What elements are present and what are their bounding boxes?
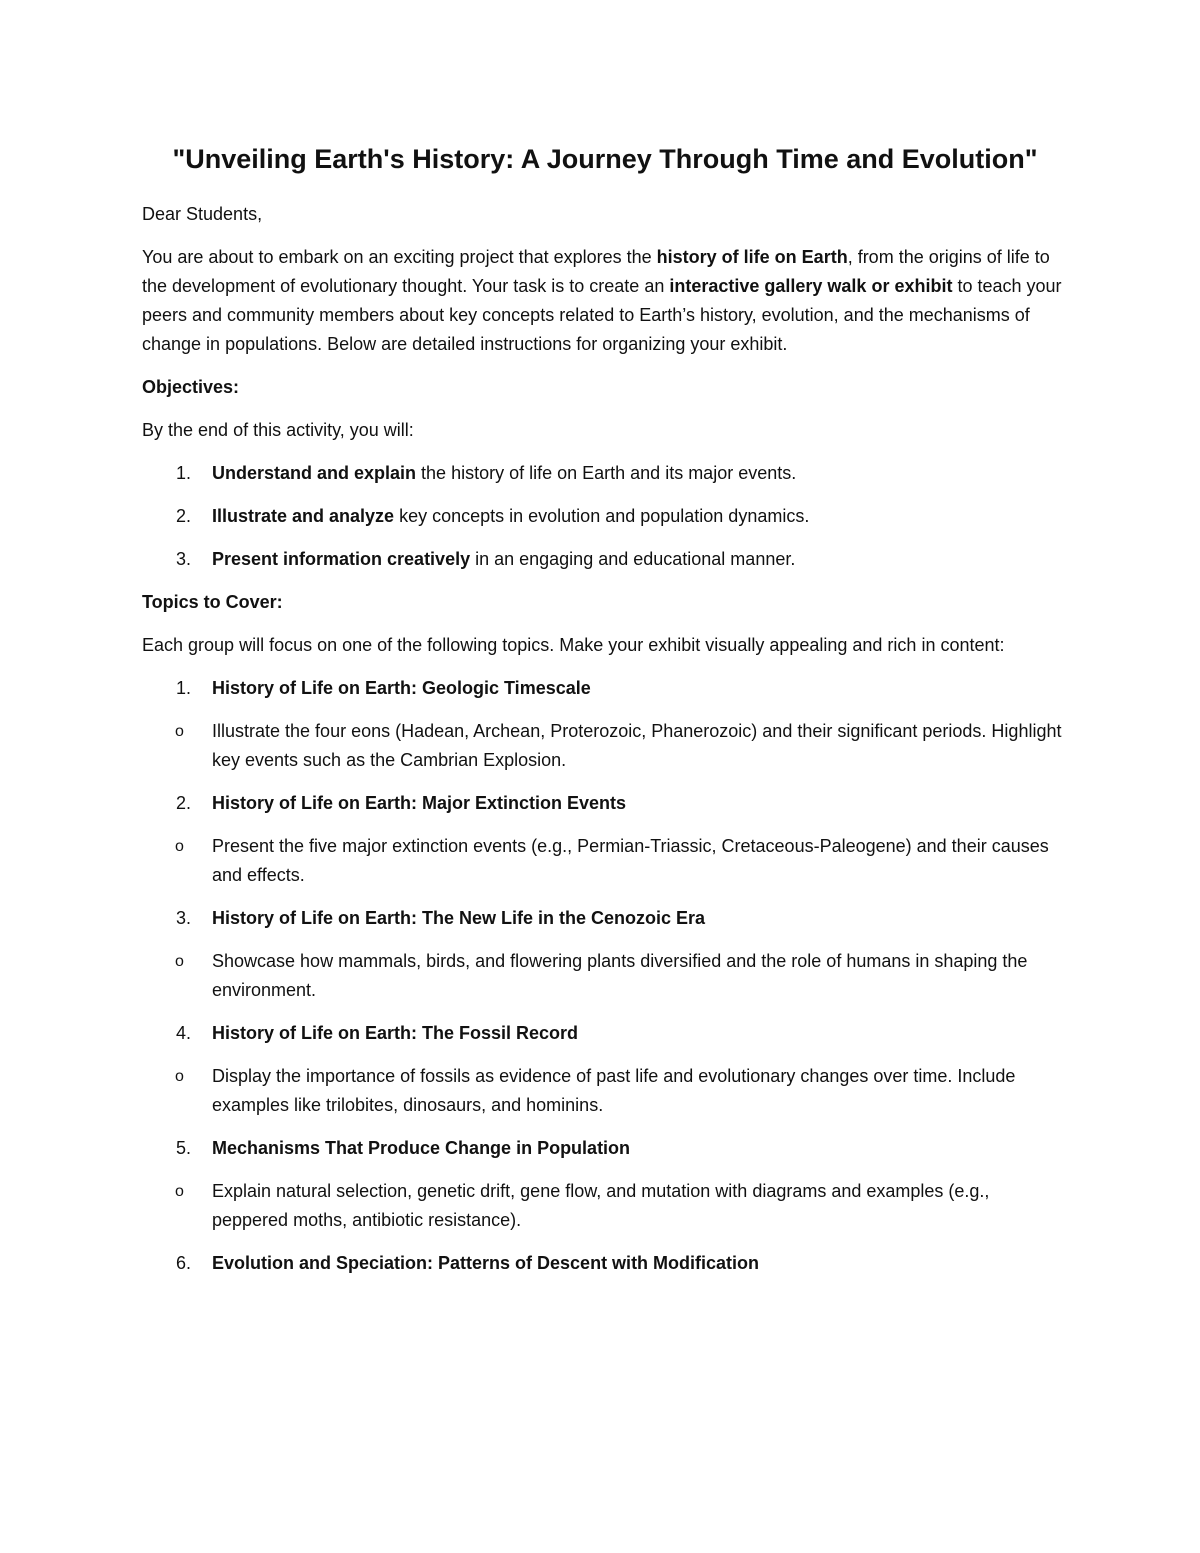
topic-title: Mechanisms That Produce Change in Population — [212, 1138, 631, 1158]
objective-text: the history of life on Earth and its major events. — [416, 463, 797, 483]
topic-number: 2. — [176, 793, 192, 813]
topic-detail-text: Explain natural selection, genetic drift, gene flow, and mutation with diagrams and examples (e.g., peppered moths, antibiotic resistance). — [212, 1181, 990, 1230]
topic-item — [142, 1134, 1062, 1163]
topic-detail-text: Present the five major extinction events (e.g., Permian-Triassic, Cretaceous-Paleogene) and their causes and effects. — [212, 836, 1049, 885]
document-title: "Unveiling Earth's History: A Journey Through Time and Evolution" — [172, 144, 1038, 174]
greeting: Dear Students, — [142, 204, 263, 224]
objective-bold: Present information creatively — [212, 549, 471, 569]
objective-number: 3. — [176, 549, 192, 569]
topic-detail — [142, 947, 1062, 1005]
intro-text-2: , from the origins of life to the development of evolutionary thought. Your task is to create an — [142, 247, 1050, 296]
topic-item — [142, 789, 1062, 818]
document-body — [142, 138, 1062, 1292]
topic-item — [142, 1249, 1062, 1278]
objective-item — [142, 459, 1062, 488]
topic-title: History of Life on Earth: Major Extinction Events — [212, 793, 627, 813]
topic-number: 3. — [176, 908, 192, 928]
topics-lead: Each group will focus on one of the following topics. Make your exhibit visually appealing and rich in content: — [142, 635, 1005, 655]
topic-title: History of Life on Earth: The New Life in the Cenozoic Era — [212, 908, 706, 928]
objective-item — [142, 545, 1062, 574]
topic-detail — [142, 832, 1062, 890]
objective-number: 1. — [176, 463, 192, 483]
topic-detail-text: Showcase how mammals, birds, and flowering plants diversified and the role of humans in shaping the environment. — [212, 951, 1028, 1000]
hollow-bullet-icon: o — [175, 723, 184, 740]
topic-detail — [142, 1062, 1062, 1120]
objectives-list — [142, 459, 1062, 574]
objective-bold: Illustrate and analyze — [212, 506, 395, 526]
hollow-bullet-icon: o — [175, 838, 184, 855]
topic-detail — [142, 717, 1062, 775]
topics-heading: Topics to Cover: — [142, 592, 283, 612]
topic-detail-text: Display the importance of fossils as evidence of past life and evolutionary changes over time. Include examples like trilobites, dinosaurs, and hominins. — [212, 1066, 1016, 1115]
topic-number: 1. — [176, 678, 192, 698]
objectives-lead: By the end of this activity, you will: — [142, 420, 414, 440]
topic-number: 6. — [176, 1253, 192, 1273]
topic-number: 5. — [176, 1138, 192, 1158]
objective-item — [142, 502, 1062, 531]
hollow-bullet-icon: o — [175, 953, 184, 970]
topic-title: History of Life on Earth: The Fossil Record — [212, 1023, 579, 1043]
objective-text: key concepts in evolution and population dynamics. — [394, 506, 810, 526]
topic-detail — [142, 1177, 1062, 1235]
intro-bold-2: interactive gallery walk or exhibit — [669, 276, 953, 296]
objectives-heading: Objectives: — [142, 377, 240, 397]
topic-title: History of Life on Earth: Geologic Timescale — [212, 678, 591, 698]
objective-text: in an engaging and educational manner. — [470, 549, 796, 569]
objective-number: 2. — [176, 506, 192, 526]
hollow-bullet-icon: o — [175, 1183, 184, 1200]
topic-item — [142, 1019, 1062, 1048]
objective-bold: Understand and explain — [212, 463, 417, 483]
intro-paragraph — [142, 243, 1062, 359]
intro-text-1: You are about to embark on an exciting project that explores the — [142, 247, 657, 267]
topic-number: 4. — [176, 1023, 192, 1043]
intro-bold-1: history of life on Earth — [656, 247, 848, 267]
hollow-bullet-icon: o — [175, 1068, 184, 1085]
topic-detail-text: Illustrate the four eons (Hadean, Archean, Proterozoic, Phanerozoic) and their significant periods. Highlight key events such as the Cambrian Explosion. — [212, 721, 1062, 770]
topic-item — [142, 904, 1062, 933]
topics-list — [142, 674, 1062, 1278]
intro-text-3: to teach your peers and community members about key concepts related to Earth’s history, evolution, and the mechanisms of change in populations. Below are detailed instructions for organizing your exhibit. — [142, 276, 1062, 354]
topic-title: Evolution and Speciation: Patterns of Descent with Modification — [212, 1253, 760, 1273]
topic-item — [142, 674, 1062, 703]
